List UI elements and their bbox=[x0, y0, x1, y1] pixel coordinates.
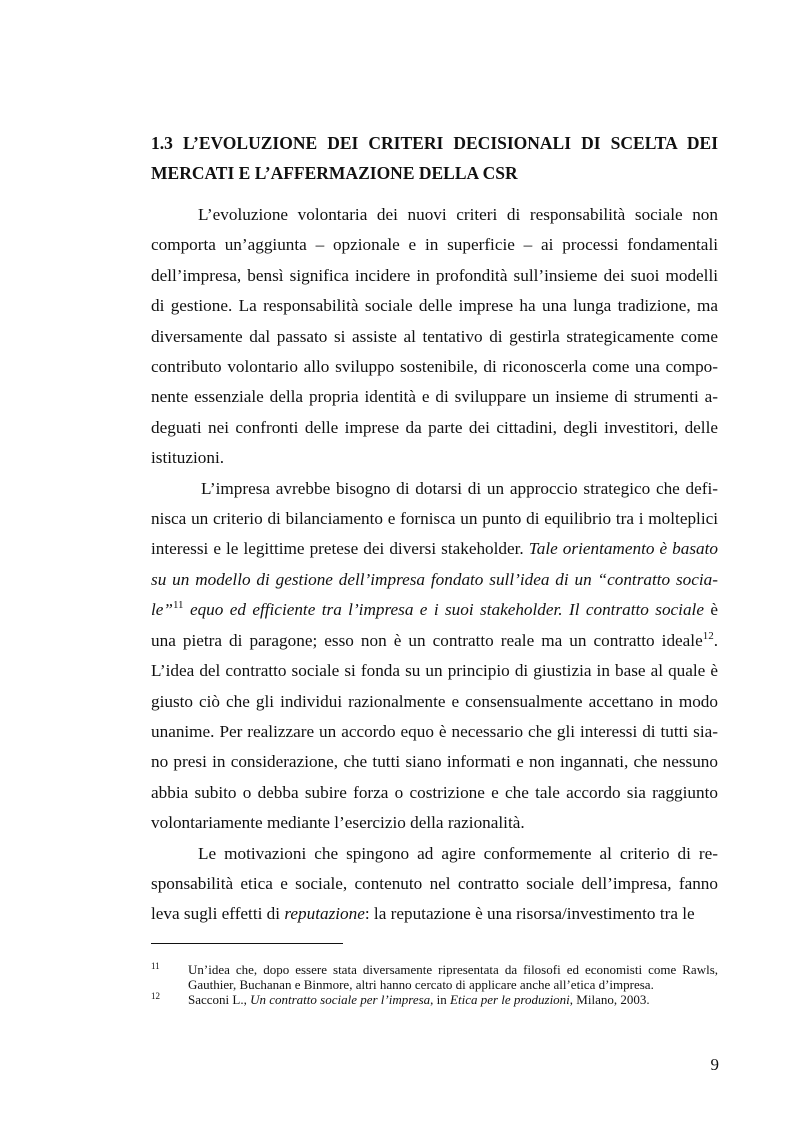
paragraph-2-text-a: L’impresa avrebbe bisogno di dotarsi di un approccio strategico che defi-nisca un criterio di bilanciamento e fornisca un punto di equilibrio tra i molteplici interessi e le legittime pretese dei diversi stakeholder. bbox=[151, 478, 718, 559]
footnote-ref-12[interactable]: 12 bbox=[702, 629, 714, 642]
footnote-text-a: Sacconi L., bbox=[188, 992, 251, 1007]
paragraph-2-italic-a: Tale orientamento è basato su un modello di gestione dell’impresa fondato sull’idea di un “contratto socia-le” bbox=[151, 539, 718, 620]
paragraph-2-text-b: è una pietra di paragone; esso non è un contratto reale ma un contratto ideale bbox=[151, 600, 718, 650]
page-number: 9 bbox=[710, 1055, 719, 1074]
paragraph-3-italic: reputazione bbox=[284, 904, 365, 924]
paragraph-3 bbox=[151, 839, 718, 930]
paragraph-2-text-c: . L’idea del contratto sociale si fonda su un principio di giustizia in base al quale è giusto ciò che gli individui razionalmente e consensualmente accettano in modo unanime. Per realizzare un accordo equo è necessario che gli interessi di tutti sia-no presi in considerazione, che tutti siano informati e non ingannati, che nessuno abbia subito o debba subire forza o costrizione e che tale accordo sia raggiunto volontariamente mediante l’esercizio della razionalità. bbox=[151, 630, 718, 833]
footnote-ref-11[interactable]: 11 bbox=[172, 599, 184, 612]
paragraph-3-text-b: : la reputazione è una risorsa/investimento tra le bbox=[364, 904, 695, 924]
footnote-12 bbox=[151, 992, 718, 1007]
footnote-11 bbox=[151, 962, 718, 992]
footnote-text-c: , in bbox=[430, 992, 451, 1007]
paragraph-2 bbox=[151, 474, 718, 839]
footnote-number: 12 bbox=[151, 991, 160, 1001]
footnote-text: Un’idea che, dopo essere stata diversamente ripresentata da filosofi ed economisti come Rawls, Gauthier, Buchanan e Binmore, altri hanno cercato di applicare anche all’etica d’impresa. bbox=[188, 962, 718, 992]
footnote-divider bbox=[151, 943, 343, 944]
section-heading-line-1: 1.3 L’EVOLUZIONE DEI CRITERI DECISIONALI DI SCELTA DEI bbox=[151, 133, 718, 153]
footnotes bbox=[151, 962, 718, 1007]
footnote-italic-b: Etica per le produzioni bbox=[450, 992, 570, 1007]
section-heading bbox=[151, 128, 718, 188]
footnote-text-e: , Milano, 2003. bbox=[569, 992, 650, 1007]
section-heading-line-2: MERCATI E L’AFFERMAZIONE DELLA CSR bbox=[151, 163, 518, 183]
paragraph-1: L’evoluzione volontaria dei nuovi criteri di responsabilità sociale non comporta un’aggiunta – opzionale e in superficie – ai processi fondamentali dell’impresa, bensì significa incidere in profondità sull’insieme dei suoi modelli di gestione. La responsabilità sociale delle imprese ha una lunga tradizione, ma diversamente dal passato si assiste al tentativo di gestirla strategicamente come contributo volontario allo sviluppo sostenibile, di riconoscerla come una compo-nente essenziale della propria identità e di sviluppare un insieme di strumenti a-deguati nei confronti delle imprese da parte dei cittadini, degli investitori, delle istituzioni. bbox=[151, 205, 718, 468]
body-text bbox=[151, 200, 718, 930]
footnote-italic-a: Un contratto sociale per l’impresa bbox=[250, 992, 431, 1007]
footnote-number: 11 bbox=[151, 961, 160, 971]
paragraph-3-text-a: Le motivazioni che spingono ad agire conformemente al criterio di re-sponsabilità etica e sociale, contenuto nel contratto sociale dell’impresa, fanno leva sugli effetti di bbox=[151, 843, 718, 924]
paragraph-2-italic-b: equo ed efficiente tra l’impresa e i suoi stakeholder. Il contratto sociale bbox=[183, 600, 704, 620]
